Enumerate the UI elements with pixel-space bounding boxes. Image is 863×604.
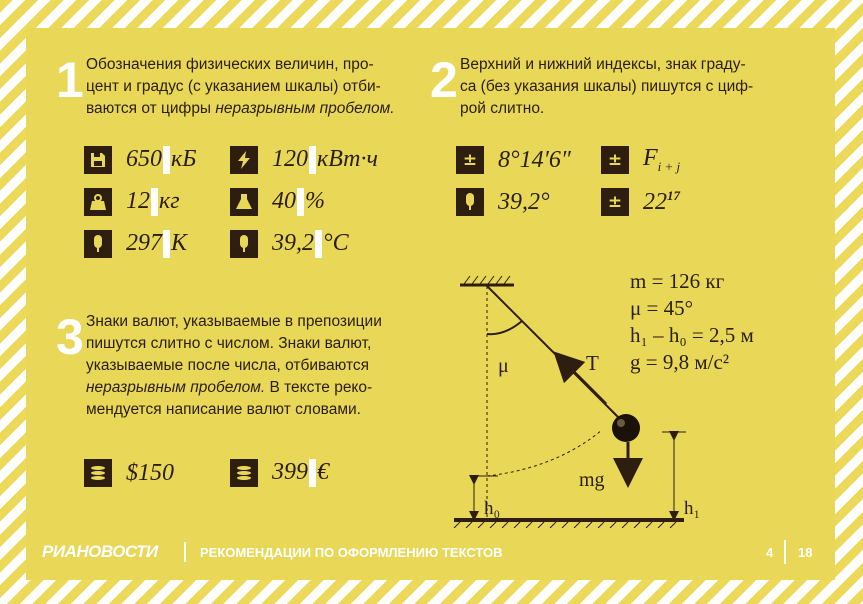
section-2-text bbox=[460, 54, 800, 120]
section-3-line-4 bbox=[86, 377, 436, 399]
example-currency: € bbox=[317, 458, 329, 485]
plus-minus-icon: ± bbox=[456, 146, 484, 174]
section-1-line-3-plain: ваются от цифры bbox=[86, 100, 216, 117]
section-1-line-1: Обозначения физических величин, про- bbox=[86, 56, 374, 73]
nbsp-marker bbox=[309, 459, 316, 487]
given-mass: m = 126 кг bbox=[630, 269, 725, 293]
section-1-line-2: цент и градус (с указанием шкалы) отби- bbox=[86, 78, 381, 95]
example-subscript bbox=[601, 145, 680, 175]
floppy-disk-icon bbox=[84, 146, 112, 174]
section-3-line-3: указываемые после числа, отбиваются bbox=[86, 357, 370, 374]
example-number: 650 bbox=[126, 145, 162, 172]
coins-icon bbox=[230, 459, 258, 487]
example-number: 399 bbox=[272, 458, 308, 485]
gravity-label: mg bbox=[579, 469, 605, 491]
section-1-number: 1 bbox=[56, 52, 84, 108]
nbsp-marker bbox=[315, 230, 322, 258]
example-unit: кБ bbox=[171, 145, 197, 172]
example-degrees-minutes bbox=[456, 145, 571, 175]
angle-label: μ bbox=[498, 355, 509, 377]
ceiling-hatch bbox=[464, 276, 510, 284]
section-3-line-1: Знаки валют, указываемые в препозиции bbox=[86, 313, 382, 330]
example-number: 39,2 bbox=[272, 229, 314, 256]
example-unit: % bbox=[305, 187, 325, 214]
nbsp-marker bbox=[309, 146, 316, 174]
ball-highlight bbox=[617, 419, 625, 427]
example-12kg bbox=[84, 187, 180, 217]
plus-minus-icon: ± bbox=[601, 146, 629, 174]
example-base: F bbox=[643, 145, 658, 172]
example-39c bbox=[230, 229, 349, 259]
nbsp-marker bbox=[151, 188, 158, 216]
example-dollar bbox=[84, 458, 174, 488]
h0-label: h₀ bbox=[484, 498, 501, 519]
h1-label: h₁ bbox=[684, 498, 701, 519]
example-superscript-index: 17 bbox=[667, 188, 680, 203]
example-297k bbox=[84, 229, 187, 259]
page-card bbox=[26, 28, 835, 580]
example-40percent bbox=[230, 187, 325, 217]
pendulum-ball bbox=[612, 414, 640, 442]
example-degree bbox=[456, 187, 550, 217]
section-1-text bbox=[86, 54, 426, 120]
section-2-number: 2 bbox=[430, 52, 458, 108]
example-value: $150 bbox=[126, 459, 174, 486]
section-3-line-2: пишутся слитно с числом. Знаки валют, bbox=[86, 335, 372, 352]
example-unit: кВт·ч bbox=[317, 145, 378, 172]
page-number: 18 bbox=[798, 545, 813, 560]
example-euro bbox=[230, 458, 329, 488]
flask-icon bbox=[230, 188, 258, 216]
example-unit: °С bbox=[323, 229, 349, 256]
footer-title: РЕКОМЕНДАЦИИ ПО ОФОРМЛЕНИЮ ТЕКСТОВ bbox=[200, 545, 503, 560]
given-gravity: g = 9,8 м/с² bbox=[630, 350, 730, 374]
section-2-line-3: рой слитно. bbox=[460, 100, 545, 117]
section-3-text bbox=[86, 311, 436, 421]
tension-arrow bbox=[564, 362, 606, 404]
plus-minus-icon: ± bbox=[601, 188, 629, 216]
section-1-emphasis: неразрывным пробелом. bbox=[215, 100, 395, 117]
example-number: 120 bbox=[272, 145, 308, 172]
angle-arc bbox=[487, 321, 522, 334]
lightning-icon bbox=[230, 146, 258, 174]
footer-divider-2 bbox=[784, 540, 786, 564]
nbsp-marker bbox=[163, 146, 170, 174]
example-superscript bbox=[601, 187, 680, 217]
brand-logo: РИАНОВОСТИ bbox=[42, 542, 158, 561]
given-values bbox=[630, 268, 754, 376]
section-1-line-3 bbox=[86, 98, 426, 120]
ground-hatch bbox=[454, 522, 676, 528]
section-number: 4 bbox=[766, 545, 774, 560]
footer bbox=[26, 540, 835, 568]
section-3-emphasis: неразрывным пробелом. bbox=[86, 379, 266, 396]
example-unit: К bbox=[171, 229, 187, 256]
example-number: 12 bbox=[126, 187, 150, 214]
section-3-number: 3 bbox=[56, 309, 84, 365]
example-number: 297 bbox=[126, 229, 162, 256]
nbsp-marker bbox=[297, 188, 304, 216]
example-value: 8°14′6″ bbox=[498, 146, 571, 173]
section-2-line-2: са (без указания шкалы) пишутся с циф- bbox=[460, 78, 754, 95]
section-2-line-1: Верхний и нижний индексы, знак граду- bbox=[460, 56, 746, 73]
example-base: 22 bbox=[643, 189, 667, 215]
thermometer-icon bbox=[456, 188, 484, 216]
nbsp-marker bbox=[163, 230, 170, 258]
example-unit: кг bbox=[159, 187, 180, 214]
coins-icon bbox=[84, 459, 112, 487]
given-height: h₁ – h₀ = 2,5 м bbox=[630, 323, 754, 347]
example-120kwh bbox=[230, 145, 378, 175]
given-angle: μ = 45° bbox=[630, 296, 693, 320]
thermometer-icon bbox=[84, 230, 112, 258]
example-subscript-index: i + j bbox=[657, 158, 681, 174]
thermometer-icon bbox=[230, 230, 258, 258]
pendulum-diagram bbox=[416, 268, 826, 528]
section-3-line-5: мендуется написание валют словами. bbox=[86, 401, 361, 418]
section-3-line-4-plain: В тексте реко- bbox=[265, 379, 373, 396]
weight-icon bbox=[84, 188, 112, 216]
footer-divider bbox=[184, 542, 186, 562]
tension-label: T bbox=[586, 351, 599, 375]
example-650kb bbox=[84, 145, 196, 175]
example-value: 39,2° bbox=[498, 188, 550, 215]
example-number: 40 bbox=[272, 187, 296, 214]
